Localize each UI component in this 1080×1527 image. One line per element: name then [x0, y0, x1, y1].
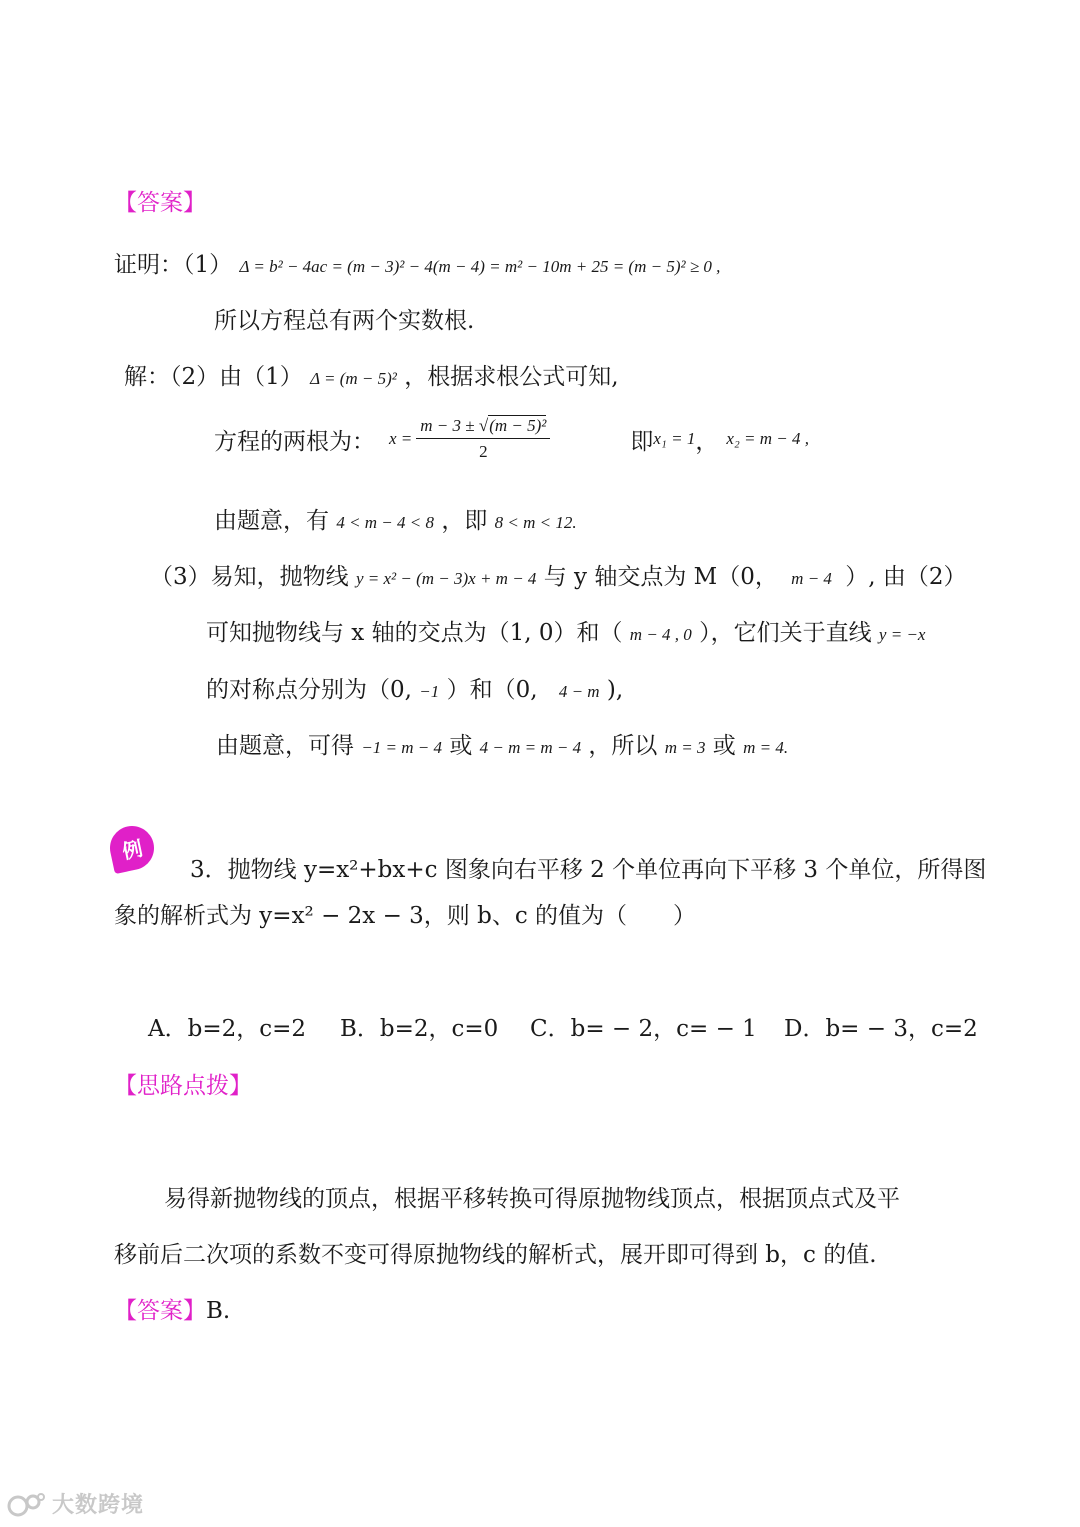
hint-line1: 易得新抛物线的顶点，根据平移转换可得原抛物线顶点，根据顶点式及平 [164, 1186, 900, 1212]
hint-line2: 移前后二次项的系数不变可得原抛物线的解析式，展开即可得到 b，c 的值. [114, 1242, 877, 1268]
proof-part1-conclusion: 所以方程总有两个实数根. [214, 308, 475, 334]
root-x2: x₂ = m − 4 , [726, 429, 810, 448]
part3-line3-text-b: ）和（0, [446, 677, 538, 703]
part3-line3 [206, 671, 623, 704]
roots-fraction: $\frac{\text{m − 3 ± √(m − 5)²}}{2}$ [416, 416, 550, 462]
part3-line2-text: 可知抛物线与 x 轴的交点为（1, 0）和（ [206, 620, 623, 646]
proof-part1-line [114, 246, 720, 279]
point-m-coordinate: m − 4 [791, 569, 832, 588]
answer2-heading: 【答案】 [114, 1298, 206, 1324]
answer-heading: 【答案】 [114, 190, 206, 216]
symmetric-point-1: −1 [419, 682, 440, 701]
part3-text-tail: ）, 由（2） [845, 564, 967, 590]
answer2-line [114, 1292, 230, 1325]
roots-sqrt: (m − 5)² [489, 416, 547, 435]
line-y-neg-x: y = −x [878, 625, 926, 644]
roots-line [214, 416, 809, 462]
part3-line3-text: 的对称点分别为（0, [206, 677, 420, 703]
option-d: D．b= − 3，c=2 [784, 1016, 978, 1042]
part3-line2-text-b: ），它们关于直线 [699, 620, 872, 646]
hint-heading: 【思路点拨】 [114, 1073, 252, 1099]
part3-line2 [206, 614, 925, 647]
or-word-2: 或 [712, 733, 736, 759]
condition-inequality: 4 < m − 4 < 8 [336, 513, 435, 532]
roots-label: 方程的两根为： [214, 428, 375, 455]
condition-line [214, 502, 577, 535]
answer2-value: B. [206, 1298, 231, 1324]
proof-part1-label: 证明：（1） [114, 252, 233, 278]
condition-text: 由题意，有 [214, 508, 329, 534]
part3-line3-text-c: ), [606, 677, 624, 703]
part3-line4-text-b: ，所以 [588, 733, 658, 759]
discriminant-result: Δ = (m − 5)² [310, 369, 397, 388]
solution-part2-text: 解：（2）由（1） [124, 364, 303, 390]
option-b: B．b=2，c=0 [340, 1016, 499, 1042]
solution-part2-line [124, 358, 619, 391]
option-c: C．b= − 2，c= − 1 [530, 1016, 757, 1042]
example-question-line1: 3．抛物线 y=x²+bx+c 图象向右平移 2 个单位再向下平移 3 个单位，所得图 [190, 857, 987, 883]
watermark-logo-icon [6, 1490, 46, 1518]
result-m-3: m = 3 [664, 738, 706, 757]
example-badge-icon: 例 [106, 822, 158, 874]
part3-line4-text: 由题意，可得 [216, 733, 354, 759]
equation-case-2: 4 − m = m − 4 [479, 738, 582, 757]
watermark-text: 大数跨境 [52, 1493, 145, 1518]
part3-text-m: 与 y 轴交点为 M（0， [543, 564, 778, 590]
x-intercept-2: m − 4 , 0 [629, 625, 692, 644]
condition-text-ji: ，即 [441, 508, 488, 534]
solution-part2-text-tail: ，根据求根公式可知, [404, 364, 619, 390]
part3-line1 [150, 558, 967, 591]
roots-denominator: 2 [479, 442, 488, 461]
symmetric-point-2: 4 − m [558, 682, 600, 701]
example-question-line2: 象的解析式为 y=x² − 2x − 3，则 b、c 的值为（ ） [114, 903, 697, 929]
option-a: A．b=2，c=2 [148, 1016, 307, 1042]
roots-separator: ， [695, 428, 719, 455]
roots-ji: 即 [630, 428, 654, 455]
watermark [6, 1488, 144, 1519]
equation-case-1: −1 = m − 4 [361, 738, 443, 757]
part3-text: （3）易知，抛物线 [150, 564, 349, 590]
result-m-4: m = 4. [743, 738, 789, 757]
discriminant-formula: Δ = b² − 4ac = (m − 3)² − 4(m − 4) = m² − 10m + 25 = (m − 5)² ≥ 0 , [239, 257, 721, 276]
roots-numerator: m − 3 ± [420, 416, 475, 435]
parabola-equation: y = x² − (m − 3)x + m − 4 [355, 569, 537, 588]
root-x1: x₁ = 1 [653, 429, 696, 448]
part3-line4 [216, 727, 788, 760]
roots-lhs: x = [389, 429, 413, 448]
or-word-1: 或 [449, 733, 473, 759]
condition-result: 8 < m < 12. [494, 513, 577, 532]
